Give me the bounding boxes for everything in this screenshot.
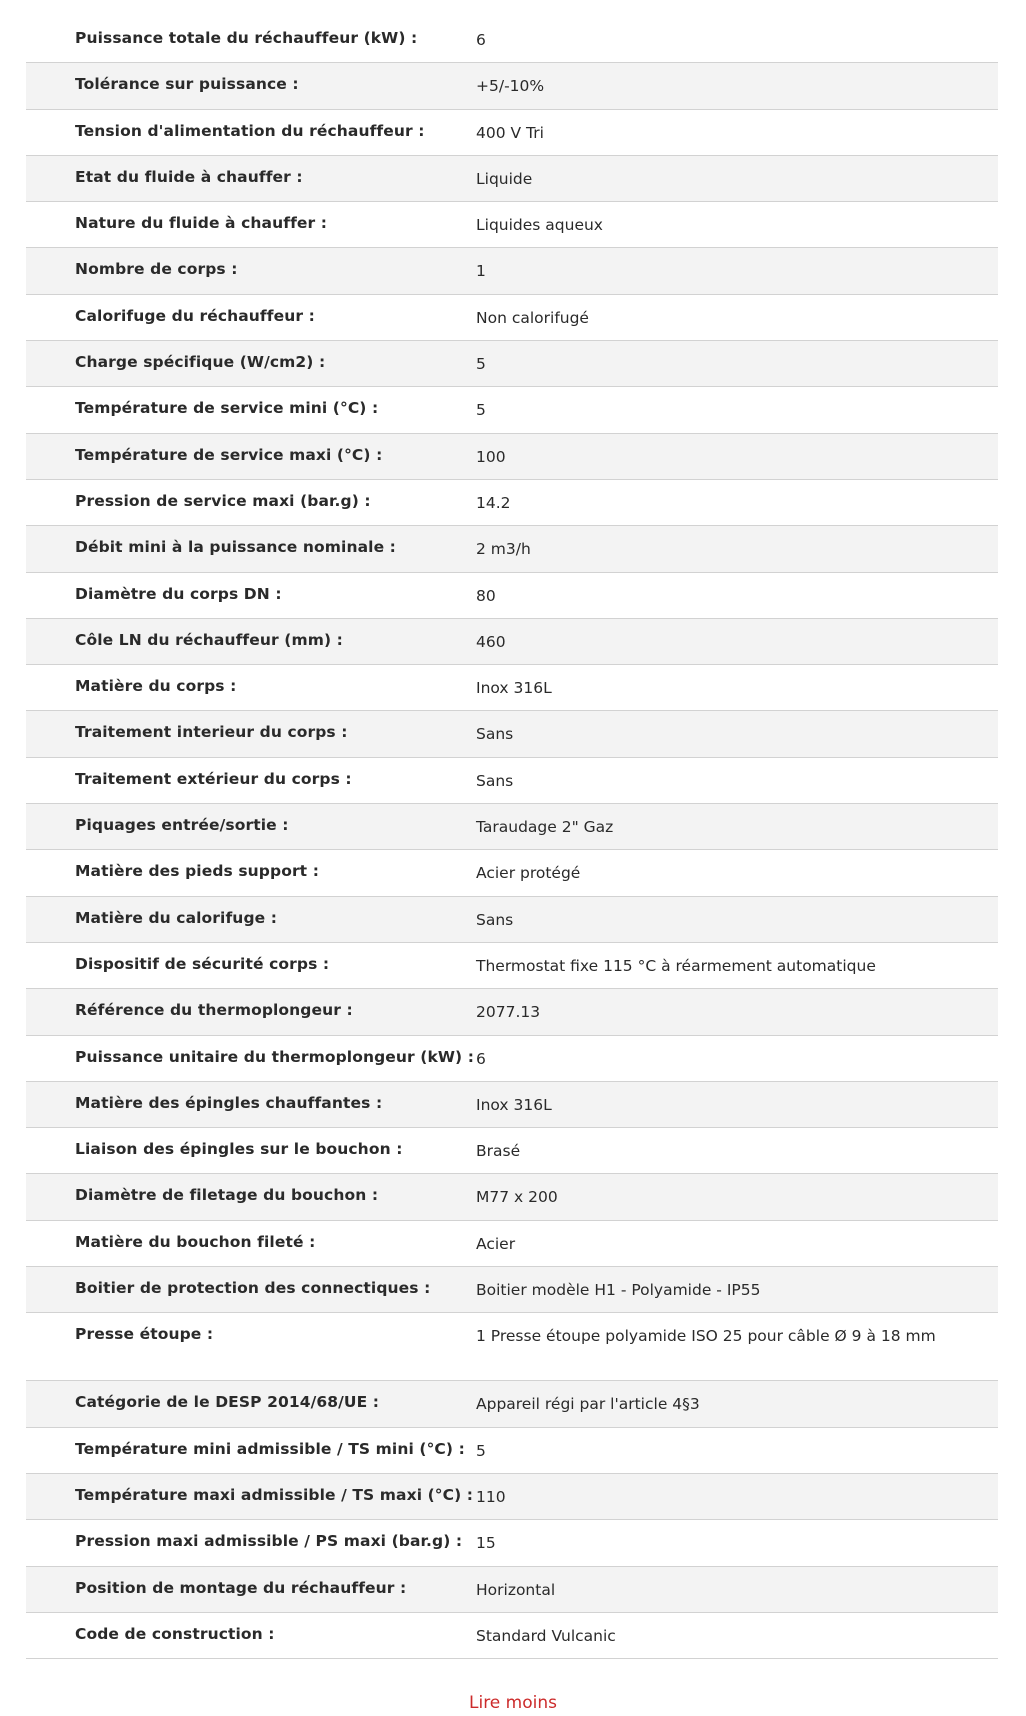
spec-label: Puissance unitaire du thermoplongeur (kW) : (75, 1047, 475, 1066)
spec-row (26, 341, 998, 387)
spec-label: Boitier de protection des connectiques : (75, 1279, 431, 1298)
spec-value: Sans (476, 910, 514, 929)
spec-label: Etat du fluide à chauffer : (75, 167, 303, 186)
spec-value: 15 (476, 1534, 496, 1553)
spec-label: Position de montage du réchauffeur : (75, 1578, 407, 1597)
spec-label: Température maxi admissible / TS maxi (°C) : (75, 1485, 474, 1504)
spec-value: 80 (476, 586, 496, 605)
spec-value: Boitier modèle H1 - Polyamide - IP55 (476, 1281, 761, 1300)
spec-label: Puissance totale du réchauffeur (kW) : (75, 29, 418, 47)
spec-label: Traitement extérieur du corps : (75, 769, 352, 788)
spec-label: Matière du corps : (75, 677, 237, 696)
spec-label: Débit mini à la puissance nominale : (75, 538, 396, 557)
spec-value: 6 (476, 1049, 486, 1068)
spec-row (26, 110, 998, 156)
spec-row (26, 1267, 998, 1313)
spec-value: 110 (476, 1487, 506, 1506)
spec-value: 1 Presse étoupe polyamide ISO 25 pour câble Ø 9 à 18 mm (476, 1327, 936, 1346)
spec-row (26, 1381, 998, 1427)
spec-label: Catégorie de le DESP 2014/68/UE : (75, 1393, 380, 1412)
spec-value: 1 (476, 262, 486, 281)
spec-value: M77 x 200 (476, 1188, 558, 1207)
spec-value: Brasé (476, 1142, 521, 1161)
spec-row (26, 434, 998, 480)
spec-row (26, 248, 998, 294)
spec-value: 5 (476, 355, 486, 374)
spec-value: Non calorifugé (476, 308, 589, 327)
spec-value: Acier protégé (476, 864, 581, 883)
spec-row (26, 17, 998, 63)
spec-label: Température de service maxi (°C) : (75, 445, 383, 464)
spec-value: Liquide (476, 169, 533, 188)
spec-value: 5 (476, 401, 486, 420)
spec-row (26, 1082, 998, 1128)
spec-label: Diamètre de filetage du bouchon : (75, 1186, 379, 1205)
spec-label: Code de construction : (75, 1624, 275, 1643)
spec-value: Liquides aqueux (476, 216, 603, 235)
spec-row (26, 1613, 998, 1659)
spec-row (26, 1313, 998, 1381)
spec-row (26, 1567, 998, 1613)
spec-row (26, 1174, 998, 1220)
spec-value: +5/-10% (476, 77, 545, 96)
spec-label: Liaison des épingles sur le bouchon : (75, 1140, 403, 1159)
spec-value: Appareil régi par l'article 4§3 (476, 1395, 700, 1414)
spec-row (26, 573, 998, 619)
spec-row (26, 619, 998, 665)
spec-row (26, 1221, 998, 1267)
spec-value: 100 (476, 447, 506, 466)
spec-row (26, 850, 998, 896)
spec-label: Température de service mini (°C) : (75, 399, 379, 418)
spec-row (26, 1520, 998, 1566)
spec-value: Taraudage 2" Gaz (476, 818, 614, 837)
spec-value: Inox 316L (476, 679, 552, 698)
spec-row (26, 758, 998, 804)
spec-value: Thermostat fixe 115 °C à réarmement automatique (476, 956, 876, 975)
spec-value: 5 (476, 1441, 486, 1460)
spec-row (26, 989, 998, 1035)
spec-label: Calorifuge du réchauffeur : (75, 306, 315, 325)
spec-label: Température mini admissible / TS mini (°C) : (75, 1439, 465, 1458)
spec-row (26, 387, 998, 433)
spec-row (26, 480, 998, 526)
spec-row (26, 1474, 998, 1520)
spec-label: Côle LN du réchauffeur (mm) : (75, 630, 343, 649)
spec-value: 460 (476, 632, 506, 651)
spec-label: Matière du calorifuge : (75, 908, 278, 927)
spec-value: Standard Vulcanic (476, 1626, 616, 1645)
spec-label: Dispositif de sécurité corps : (75, 954, 330, 973)
spec-label: Presse étoupe : (75, 1325, 214, 1344)
spec-value: 400 V Tri (476, 123, 544, 142)
spec-value: 14.2 (476, 493, 511, 512)
spec-label: Piquages entrée/sortie : (75, 816, 289, 835)
spec-row (26, 665, 998, 711)
spec-label: Tolérance sur puissance : (75, 75, 299, 94)
spec-value: 2077.13 (476, 1003, 541, 1022)
spec-label: Pression maxi admissible / PS maxi (bar.g) : (75, 1532, 463, 1551)
spec-value: 2 m3/h (476, 540, 531, 559)
spec-label: Nature du fluide à chauffer : (75, 214, 328, 233)
spec-label: Matière des épingles chauffantes : (75, 1093, 383, 1112)
spec-row (26, 202, 998, 248)
spec-label: Matière du bouchon fileté : (75, 1232, 316, 1251)
spec-label: Matière des pieds support : (75, 862, 319, 881)
spec-label: Diamètre du corps DN : (75, 584, 282, 603)
spec-row (26, 295, 998, 341)
spec-value: 6 (476, 31, 486, 49)
spec-row (26, 1428, 998, 1474)
spec-label: Tension d'alimentation du réchauffeur : (75, 121, 425, 140)
spec-row (26, 526, 998, 572)
spec-label: Traitement interieur du corps : (75, 723, 348, 742)
spec-row (26, 1128, 998, 1174)
read-less-link[interactable]: Lire moins (469, 1693, 557, 1713)
spec-label: Charge spécifique (W/cm2) : (75, 353, 326, 372)
spec-row (26, 804, 998, 850)
spec-value: Sans (476, 725, 514, 744)
spec-row (26, 1036, 998, 1082)
spec-value: Acier (476, 1234, 516, 1253)
spec-row (26, 63, 998, 109)
spec-value: Sans (476, 771, 514, 790)
spec-value: Inox 316L (476, 1095, 552, 1114)
spec-label: Nombre de corps : (75, 260, 238, 279)
spec-row (26, 897, 998, 943)
spec-table (26, 17, 998, 1659)
spec-row (26, 943, 998, 989)
spec-label: Pression de service maxi (bar.g) : (75, 491, 371, 510)
spec-value: Horizontal (476, 1580, 556, 1599)
spec-label: Référence du thermoplongeur : (75, 1001, 353, 1020)
spec-row (26, 711, 998, 757)
spec-row (26, 156, 998, 202)
